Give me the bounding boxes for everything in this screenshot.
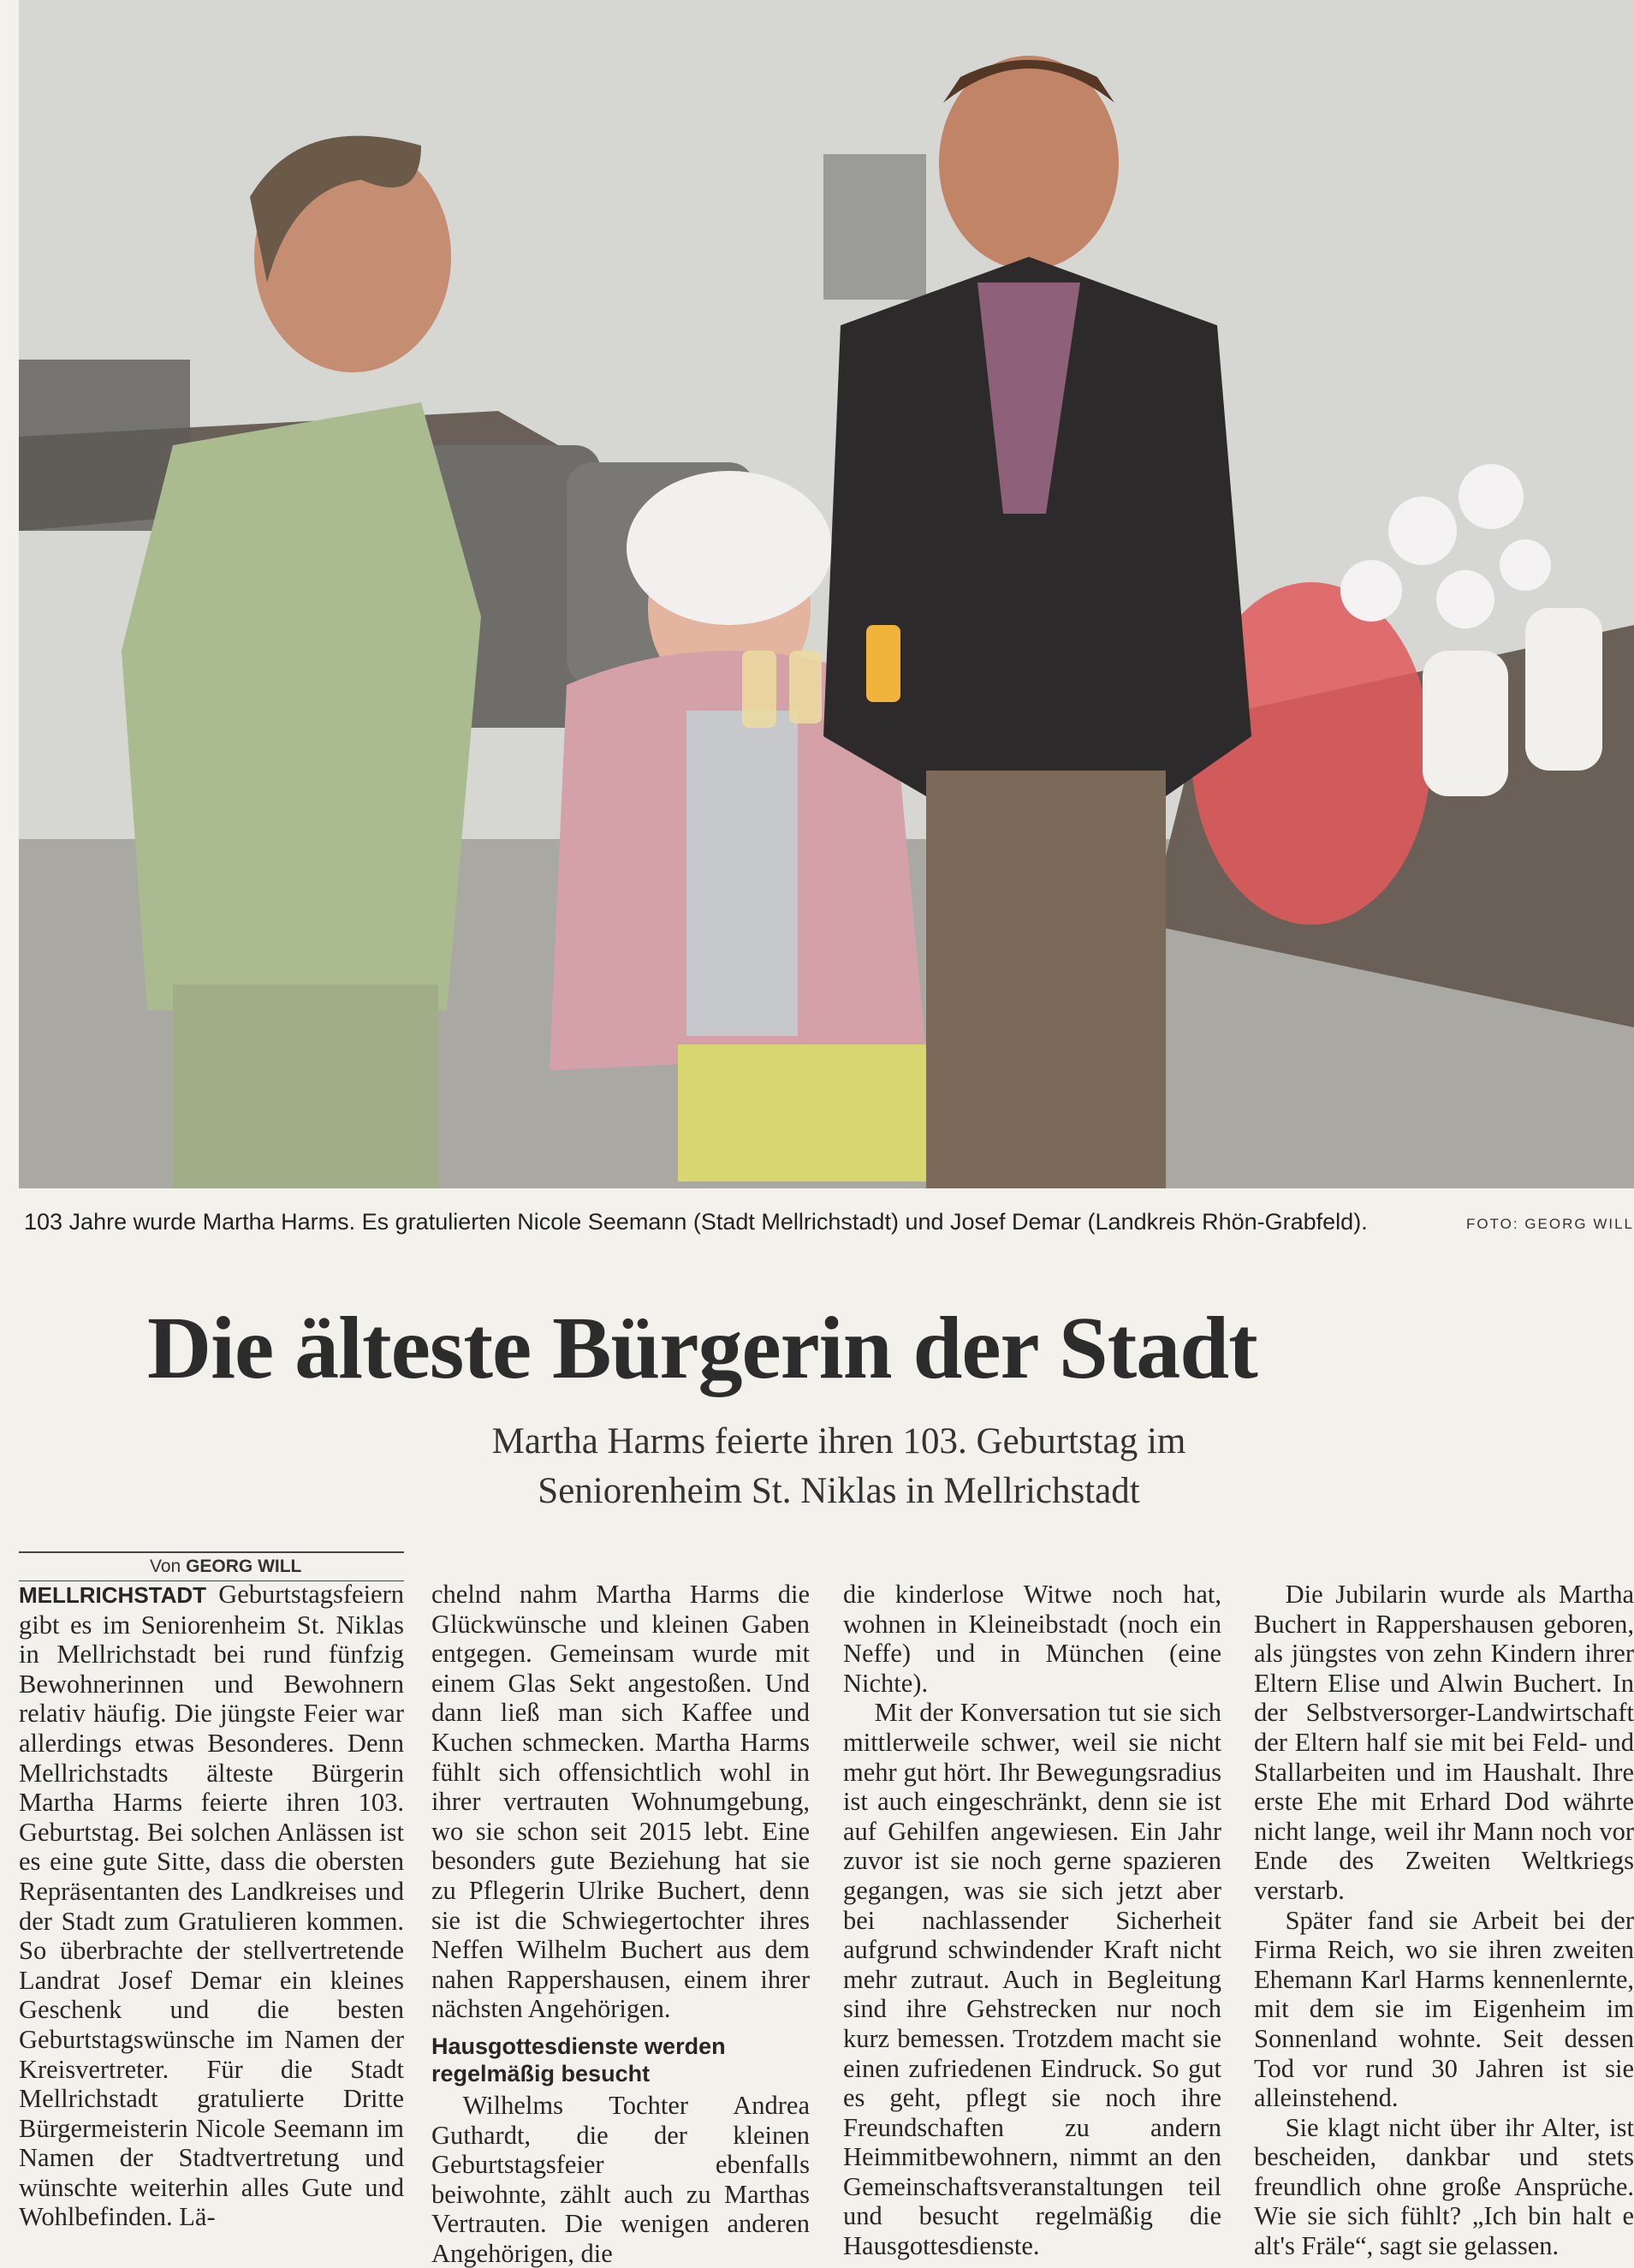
col3-paragraph-2: Mit der Konversation tut sie sich mittlerweile schwer, weil sie nicht mehr gut hört. Ihr Bewegungsradius ist auch eingeschränkt, denn sie ist auf Gehilfen angewiesen. Ein Jahr zuvor ist sie noch gerne spazieren gegangen, was sie sich jetzt aber bei nachlassender Sicherheit aufgrund schwindender Kraft nicht mehr zutraut. Auch in Begleitung sind ihre Gehstrecken nur noch kurz bemessen. Trotzdem macht sie einen zufriedenen Eindruck. So gut es geht, pflegt sie noch ihre Freundschaften zu andern Heimmitbewohnern, nimmt an den Gemeinschaftsveranstaltungen teil und besucht regelmäßig die Hausgottesdienste. [843,1698,1221,2261]
col2-paragraph-2: Wilhelms Tochter Andrea Guthardt, die der kleinen Geburtstagsfeier ebenfalls beiwohnte, zählt auch zu Marthas Vertrauten. Die wenigen anderen Angehörigen, die [431,2090,810,2268]
col3-paragraph-1: die kinderlose Witwe noch hat, wohnen in Kleineibstadt (noch ein Neffe) und in München (eine Nichte). [843,1580,1221,1698]
article-column-1 [19,1580,404,2232]
col4-paragraph-3: Sie klagt nicht über ihr Alter, ist bescheiden, dankbar und stets freundlich ohne große Ansprüche. Wie sie sich fühlt? „Ich bin halt e alt's Fräle“, sagt sie gelassen. [1254,2112,1634,2261]
subhead-line-2: Seniorenheim St. Niklas in Mellrichstadt [538,1471,1140,1511]
column-rule [19,1551,404,1553]
photo-caption: 103 Jahre wurde Martha Harms. Es gratulierten Nicole Seemann (Stadt Mellrichstadt) und Josef Demar (Landkreis Rhön-Grabfeld). [24,1209,1368,1235]
subhead-line-1: Martha Harms feierte ihren 103. Geburtstag im [491,1421,1186,1461]
subheadline [359,1417,1318,1516]
article-column-3 [843,1580,1221,2261]
photo-credit: FOTO: GEORG WILL [1465,1216,1634,1232]
article-column-2 [431,1580,810,2268]
subheading: Hausgottesdienste werden regelmäßig besucht [431,2033,726,2086]
col2-paragraph-1: chelnd nahm Martha Harms die Glückwünsche und kleinen Gaben entgegen. Gemeinsam wurde mit einem Glas Sekt angestoßen. Und dann ließ man sich Kaffee und Kuchen schmecken. Martha Harms fühlt sich offensichtlich wohl in ihrer vertrauten Wohnumgebung, wo sie schon seit 2015 lebt. Eine besonders gute Beziehung hat sie zu Pflegerin Ulrike Buchert, denn sie ist die Schwiegertochter ihres Neffen Wilhelm Buchert aus dem nahen Rappershausen, einem ihrer nächsten Angehörigen. [431,1580,810,2024]
col4-paragraph-2: Später fand sie Arbeit bei der Firma Reich, wo sie ihren zweiten Ehemann Karl Harms kennenlernte, mit dem sie im Eigenheim im Sonnenland wohnte. Seit dessen Tod vor rund 30 Jahren ist sie alleinstehend. [1254,1905,1634,2113]
byline [150,1557,301,1577]
dateline: MELLRICHSTADT [19,1582,207,1608]
article-photo [19,0,1634,1188]
article-column-4 [1254,1580,1634,2261]
byline-prefix: Von [150,1557,181,1576]
byline-author: GEORG WILL [186,1557,302,1576]
photo-illustration [19,0,1634,1188]
col4-paragraph-1: Die Jubilarin wurde als Martha Buchert in Rappershausen geboren, als jüngstes von zehn Kindern ihrer Eltern Elise und Alwin Buchert. In der Selbstversorger-Landwirtschaft der Eltern half sie mit bei Feld- und Stallarbeiten und im Haushalt. Ihre erste Ehe mit Erhard Dod währte nicht lange, weil ihr Mann noch vor Ende des Zweiten Weltkriegs verstarb. [1254,1580,1634,1905]
col1-paragraph-1: Geburtstagsfeiern gibt es im Seniorenheim St. Niklas in Mellrichstadt bei rund fünfzig Bewohnerinnen und Bewohnern relativ häufig. Die jüngste Feier war allerdings etwas Besonderes. Denn Mellrichstadts älteste Bürgerin Martha Harms feierte ihren 103. Geburtstag. Bei solchen Anlässen ist es eine gute Sitte, dass die obersten Repräsentanten des Landkreises und der Stadt zum Gratulieren kommen. So überbrachte der stellvertretende Landrat Josef Demar ein kleines Geschenk und die besten Geburtstagswünsche im Namen der Kreisvertreter. Für die Stadt Mellrichstadt gratulierte Dritte Bürgermeisterin Nicole Seemann im Namen der Stadtvertretung und wünschte weiterhin alles Gute und Wohlbefinden. Lä- [19,1580,404,2232]
headline: Die älteste Bürgerin der Stadt [147,1299,1257,1397]
